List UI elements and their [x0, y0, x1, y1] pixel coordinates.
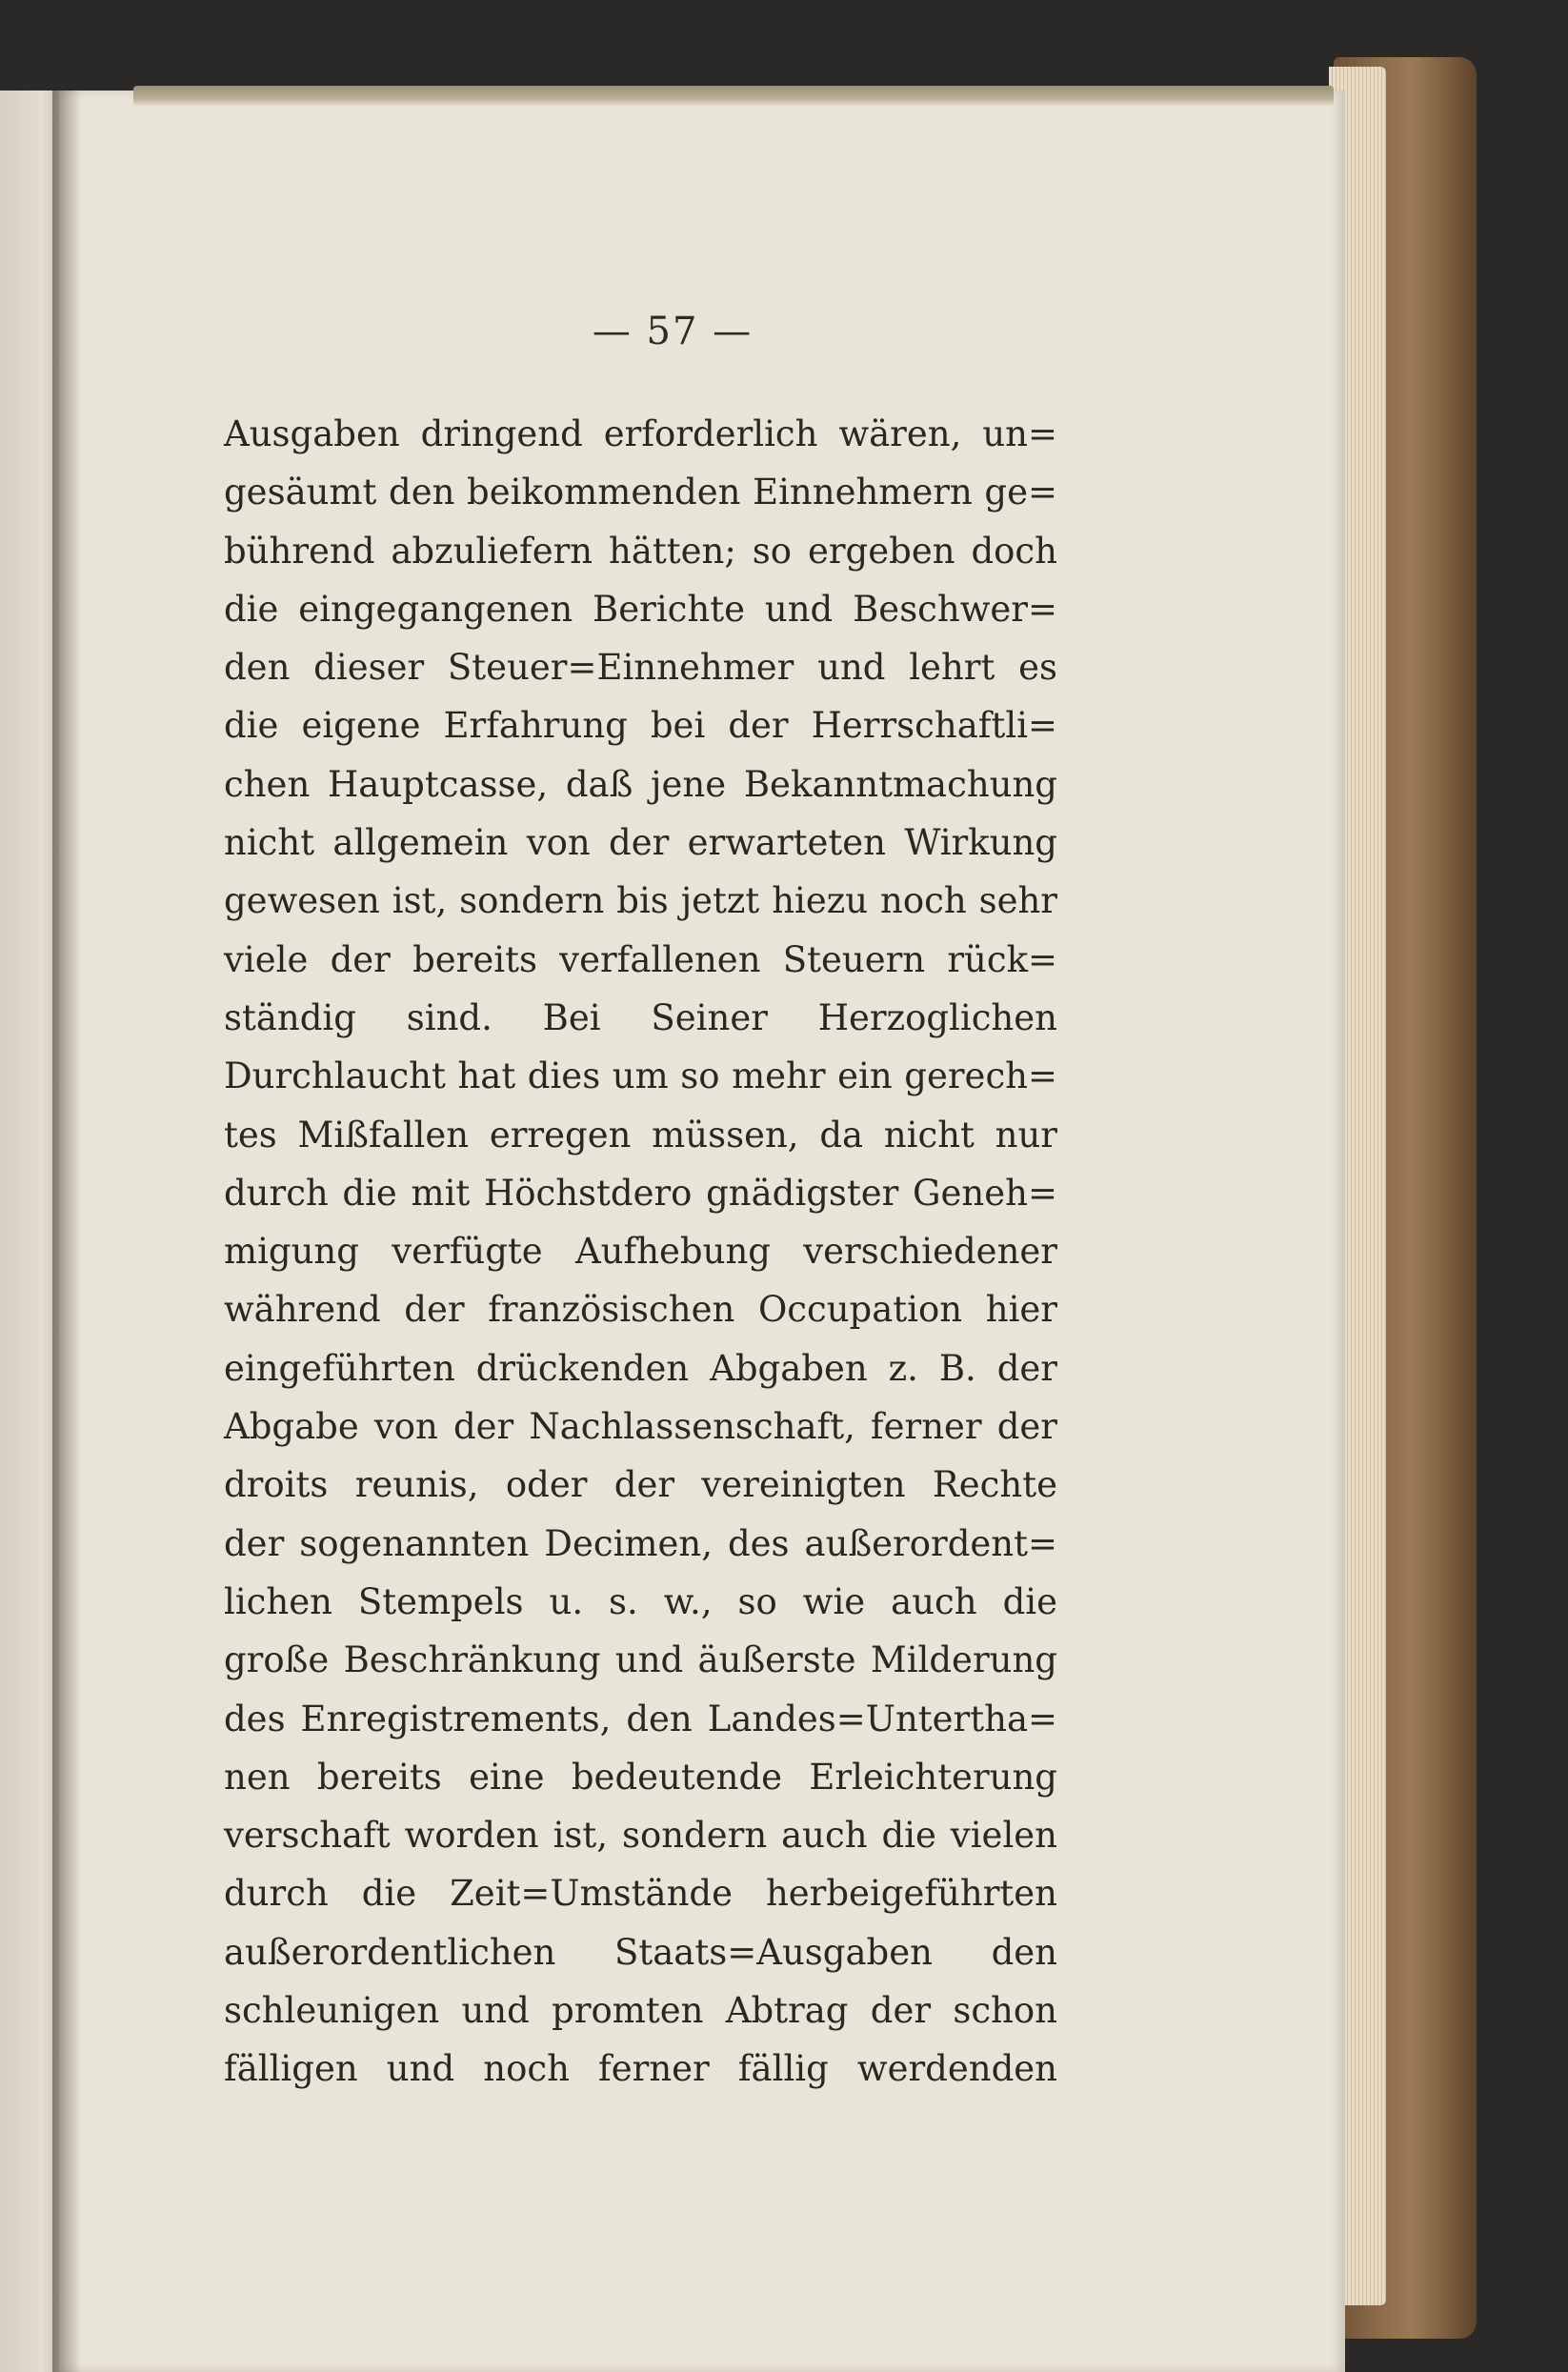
text-line: gewesen ist, sondern bis jetzt hiezu noch sehr: [224, 880, 1057, 922]
text-line: die eingegangenen Berichte und Beschwer=: [224, 588, 1057, 630]
text-line: droits reunis, oder der vereinigten Rechte: [224, 1464, 1057, 1506]
text-line: viele der bereits verfallenen Steuern rück=: [224, 938, 1057, 980]
gutter-shadow: [52, 90, 81, 2372]
page-top-wear: [133, 86, 1334, 107]
text-line: schleunigen und promten Abtrag der schon: [224, 1990, 1057, 2032]
text-line: die eigene Erfahrung bei der Herrschaftli=: [224, 705, 1057, 747]
text-line: der sogenannten Decimen, des außerordent=: [224, 1522, 1057, 1564]
text-line: verschaft worden ist, sondern auch die vielen: [224, 1815, 1057, 1857]
text-line: den dieser Steuer=Einnehmer und lehrt es: [224, 647, 1057, 689]
text-line: während der französischen Occupation hier: [224, 1289, 1057, 1331]
text-line: tes Mißfallen erregen müssen, da nicht nur: [224, 1114, 1057, 1156]
text-line: durch die mit Höchstdero gnädigster Geneh=: [224, 1172, 1057, 1214]
text-line: eingeführten drückenden Abgaben z. B. der: [224, 1347, 1057, 1389]
previous-page-edge: [0, 90, 59, 2372]
text-line: fälligen und noch ferner fällig werdenden: [224, 2048, 1057, 2090]
text-line: Abgabe von der Nachlassenschaft, ferner der: [224, 1406, 1057, 1448]
text-line: außerordentlichen Staats=Ausgaben den: [224, 1931, 1057, 1973]
text-line: nen bereits eine bedeutende Erleichterung: [224, 1756, 1057, 1798]
text-line: lichen Stempels u. s. w., so wie auch die: [224, 1580, 1057, 1622]
text-line: des Enregistrements, den Landes=Untertha=: [224, 1698, 1057, 1739]
page-number: — 57 —: [592, 310, 754, 353]
text-line: große Beschränkung und äußerste Milderung: [224, 1639, 1057, 1681]
text-line: migung verfügte Aufhebung verschiedener: [224, 1231, 1057, 1273]
text-line: Ausgaben dringend erforderlich wären, un=: [224, 413, 1057, 454]
page-text: [224, 405, 1057, 2099]
text-line: gesäumt den beikommenden Einnehmern ge=: [224, 472, 1057, 513]
text-line: bührend abzuliefern hätten; so ergeben doch: [224, 530, 1057, 572]
text-line: nicht allgemein von der erwarteten Wirkung: [224, 822, 1057, 864]
text-line: durch die Zeit=Umstände herbeigeführten: [224, 1873, 1057, 1915]
text-line: Durchlaucht hat dies um so mehr ein gerech=: [224, 1055, 1057, 1097]
text-line: ständig sind. Bei Seiner Herzoglichen: [224, 996, 1057, 1038]
text-line: chen Hauptcasse, daß jene Bekanntmachung: [224, 763, 1057, 805]
